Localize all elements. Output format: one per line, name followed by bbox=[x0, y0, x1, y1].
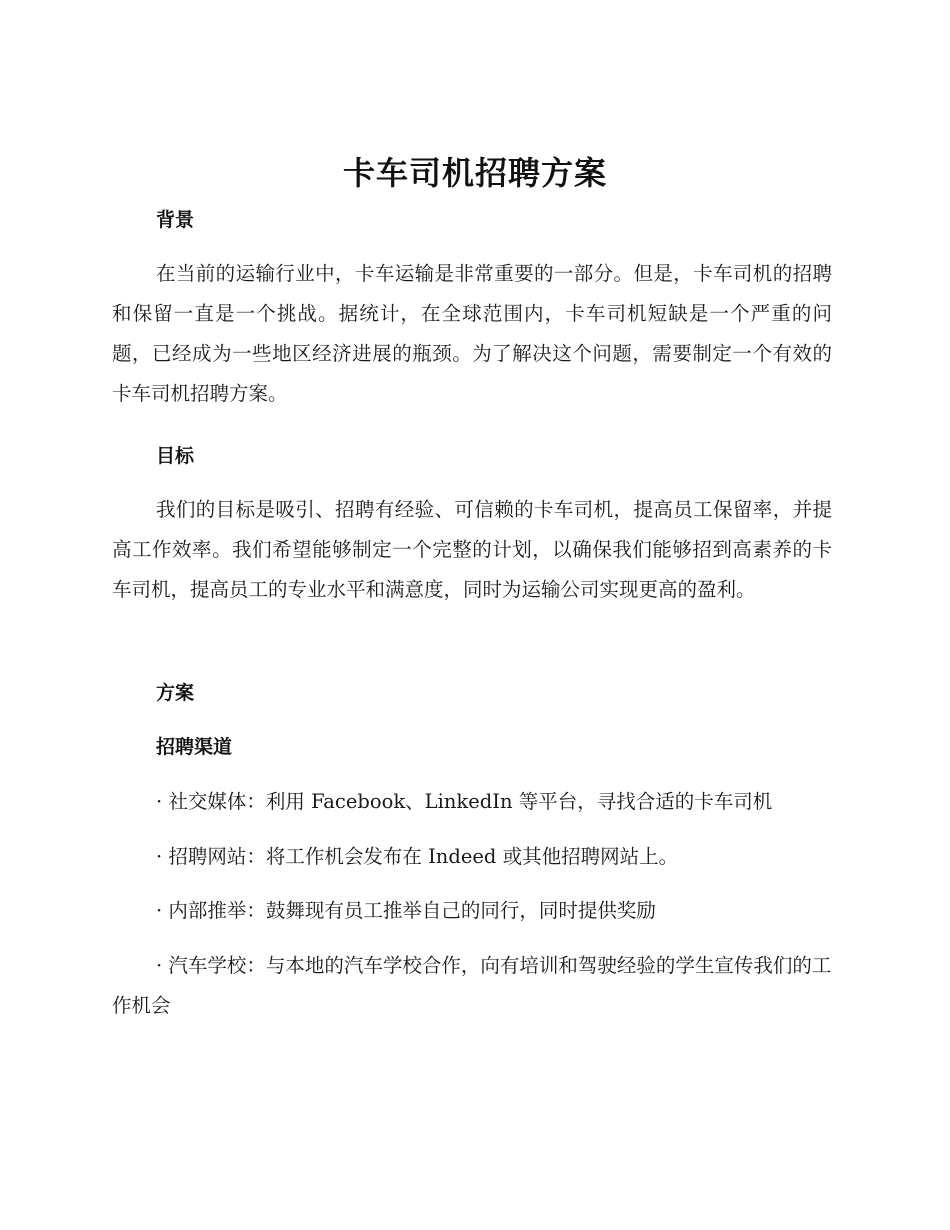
section-heading-plan: 方案 bbox=[156, 682, 195, 704]
subheading-recruitment-channels: 招聘渠道 bbox=[156, 736, 233, 758]
background-paragraph: 在当前的运输行业中，卡车运输是非常重要的一部分。但是，卡车司机的招聘和保留一直是一个挑战。据统计，在全球范围内，卡车司机短缺是一个严重的问题，已经成为一些地区经济进展的瓶颈。为了解决这个问题，需要制定一个有效的卡车司机招聘方案。 bbox=[112, 262, 832, 405]
section-heading-goal: 目标 bbox=[156, 445, 195, 467]
list-item: · 社交媒体：利用 Facebook、LinkedIn 等平台，寻找合适的卡车司机 bbox=[156, 790, 773, 813]
section-heading-background: 背景 bbox=[156, 209, 195, 231]
list-item: · 招聘网站：将工作机会发布在 Indeed 或其他招聘网站上。 bbox=[156, 845, 679, 868]
list-item: · 内部推举：鼓舞现有员工推举自己的同行，同时提供奖励 bbox=[156, 899, 656, 922]
goal-paragraph: 我们的目标是吸引、招聘有经验、可信赖的卡车司机，提高员工保留率，并提高工作效率。我们希望能够制定一个完整的计划，以确保我们能够招到高素养的卡车司机，提高员工的专业水平和满意度，同时为运输公司实现更高的盈利。 bbox=[112, 498, 832, 601]
list-item: · 汽车学校：与本地的汽车学校合作，向有培训和驾驶经验的学生宣传我们的工作机会 bbox=[112, 954, 832, 1017]
document-title: 卡车司机招聘方案 bbox=[342, 154, 607, 192]
